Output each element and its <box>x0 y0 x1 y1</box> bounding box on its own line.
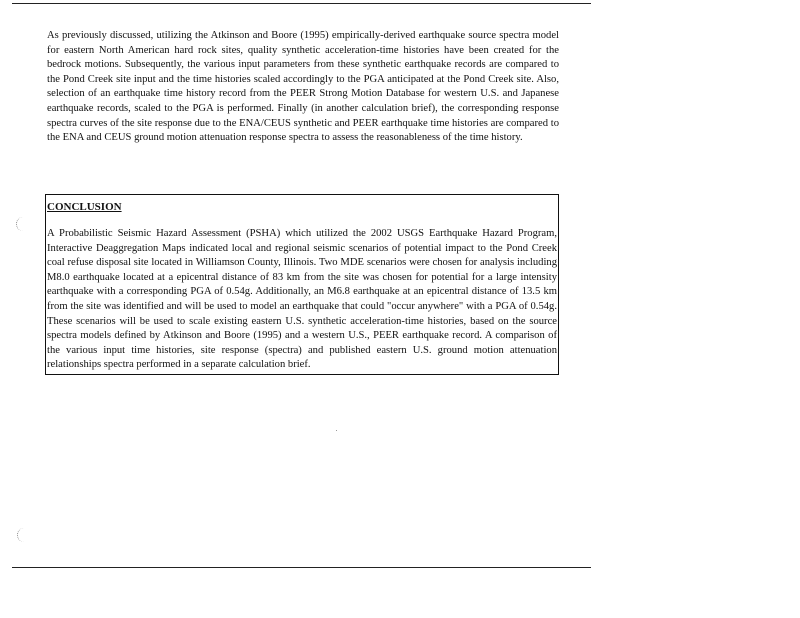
scan-speck <box>336 430 337 431</box>
hole-punch-mark <box>17 528 26 542</box>
intro-paragraph: As previously discussed, utilizing the Atkinson and Boore (1995) empirically-derived earthquake source spectra model for eastern North American hard rock sites, quality synthetic acceleration-time histories have been created for the bedrock motions. Subsequently, the various input parameters from these synthetic earthquake records are compared to the Pond Creek site input and the time histories scaled accordingly to the PGA anticipated at the Pond Creek site. Also, selection of an earthquake time history record from the PEER Strong Motion Database for western U.S. and Japanese earthquake records, scaled to the PGA is performed. Finally (in another calculation brief), the corresponding response spectra curves of the site response due to the ENA/CEUS synthetic and PEER earthquake time histories are compared to the ENA and CEUS ground motion attenuation response spectra to assess the reasonableness of the time history. <box>47 30 559 144</box>
bottom-rule <box>12 567 591 568</box>
hole-punch-mark <box>16 217 25 231</box>
conclusion-heading: CONCLUSION <box>47 201 122 213</box>
conclusion-body: A Probabilistic Seismic Hazard Assessment (PSHA) which utilized the 2002 USGS Earthquake Hazard Program, Interactive Deaggregation Maps indicated local and regional seismic scenarios of potential impact to the Pond Creek coal refuse disposal site located in Williamson County, Illinois. Two MDE scenarios were chosen for analysis including M8.0 earthquake located at a epicentral distance of 83 km from the site was chosen for potential for a large intensity earthquake with a corresponding PGA of 0.54g. Additionally, an M6.8 earthquake at an epicentral distance of 13.5 km from the site was identified and will be used to model an earthquake that could "occur anywhere" with a PGA of 0.54g. These scenarios will be used to scale existing eastern U.S. synthetic acceleration-time histories, based on the source spectra models defined by Atkinson and Boore (1995) and a western U.S., PEER earthquake record. A comparison of the various input time histories, site response (spectra) and published eastern U.S. ground motion attenuation relationships spectra performed in a separate calculation brief. <box>47 228 557 371</box>
conclusion-box <box>45 194 559 375</box>
top-rule <box>12 3 591 4</box>
